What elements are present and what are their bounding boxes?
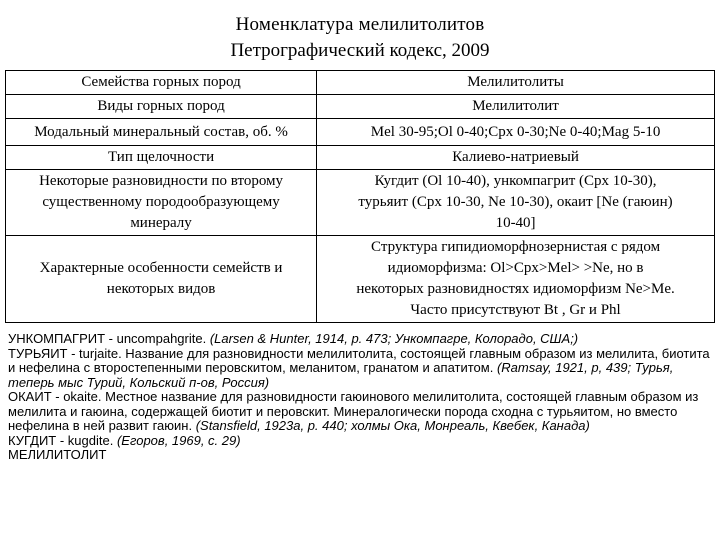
row-value: Мелилитолиты (317, 71, 715, 95)
row-label: Тип щелочности (6, 146, 317, 170)
table-row (6, 95, 715, 119)
table-row (6, 146, 715, 170)
note-text: - okaite. Местное название для разновидности гаюинового мелилитолита, состоящей главным образом из мелилита и гаюина, содержащей биотит и перовскит. Минералогически порода сходна с турьяитом, но вместо нефелина в ней развит гаюин. (8, 389, 699, 433)
row-value: Mel 30-95;Ol 0-40;Cpx 0-30;Ne 0-40;Mag 5-10 (317, 119, 715, 146)
nomenclature-table (5, 70, 715, 323)
row-value: Калиево-натриевый (317, 146, 715, 170)
note-okaite (8, 390, 714, 434)
label-line: минералу (130, 215, 192, 231)
note-uncompahgrite (8, 332, 714, 347)
value-line: турьяит (Cpx 10-30, Ne 10-30), окаит [Ne (гаюин) (358, 194, 673, 210)
note-term: ОКАИТ (8, 389, 52, 404)
label-line: некоторых видов (106, 281, 216, 297)
note-reference: (Stansfield, 1923a, p. 440; холмы Ока, Монреаль, Квебек, Канада) (195, 418, 590, 433)
label-line: Характерные особенности семейств и (39, 260, 283, 276)
value-line: идиоморфизма: Ol>Cpx>Mel> >Ne, но в (387, 260, 644, 276)
note-melilitolite (8, 448, 714, 463)
table-row (6, 170, 715, 236)
label-line: существенному породообразующему (42, 194, 280, 210)
value-line: некоторых разновидностях идиоморфизм Ne>Me. (356, 281, 675, 297)
note-text: - turjaite. Название для разновидности мелилитолита, состоящей главным образом из мелилита, биотита и нефелина с второстепенными перовскитом, меланитом, гранатом и апатитом. (8, 345, 710, 375)
row-value (317, 236, 715, 323)
value-line: Часто присутствуют Bt , Gr и Phl (410, 302, 621, 318)
note-reference: (Larsen & Hunter, 1914, p. 473; Ункомпагре, Колорадо, США;) (209, 331, 579, 346)
note-text: - kugdite. (56, 432, 117, 448)
row-value: Мелилитолит (317, 95, 715, 119)
label-line: Некоторые разновидности по второму (39, 173, 284, 189)
note-kugdite (8, 434, 714, 449)
table-row (6, 71, 715, 95)
note-text: - uncompahgrite. (105, 331, 210, 346)
row-label: Виды горных пород (6, 95, 317, 119)
note-term: ТУРЬЯИТ (8, 345, 68, 361)
page-title: Номенклатура мелилитолитов (235, 14, 485, 35)
note-reference: (Ramsay, 1921, p, 439; Турья, теперь мыс Турий, Кольский п-ов, Россия) (8, 360, 674, 390)
note-term: УНКОМПАГРИТ (8, 331, 106, 346)
value-line: Кугдит (Ol 10-40), ункомпагрит (Cpx 10-30), (374, 173, 657, 189)
note-term: КУГДИТ (8, 432, 57, 448)
table-row (6, 119, 715, 146)
row-label: Модальный минеральный состав, об. % (6, 119, 317, 146)
table-row (6, 236, 715, 323)
row-label: Семейства горных пород (6, 71, 317, 95)
row-label (6, 170, 317, 236)
value-line: 10-40] (495, 215, 536, 231)
glossary-notes (8, 332, 714, 463)
row-label (6, 236, 317, 323)
page-subtitle: Петрографический кодекс, 2009 (230, 40, 490, 61)
note-turjaite (8, 347, 714, 391)
row-value (317, 170, 715, 236)
note-reference: (Егоров, 1969, с. 29) (116, 432, 241, 448)
value-line: Структура гипидиоморфнозернистая с рядом (371, 239, 661, 255)
note-term: МЕЛИЛИТОЛИТ (8, 447, 107, 462)
